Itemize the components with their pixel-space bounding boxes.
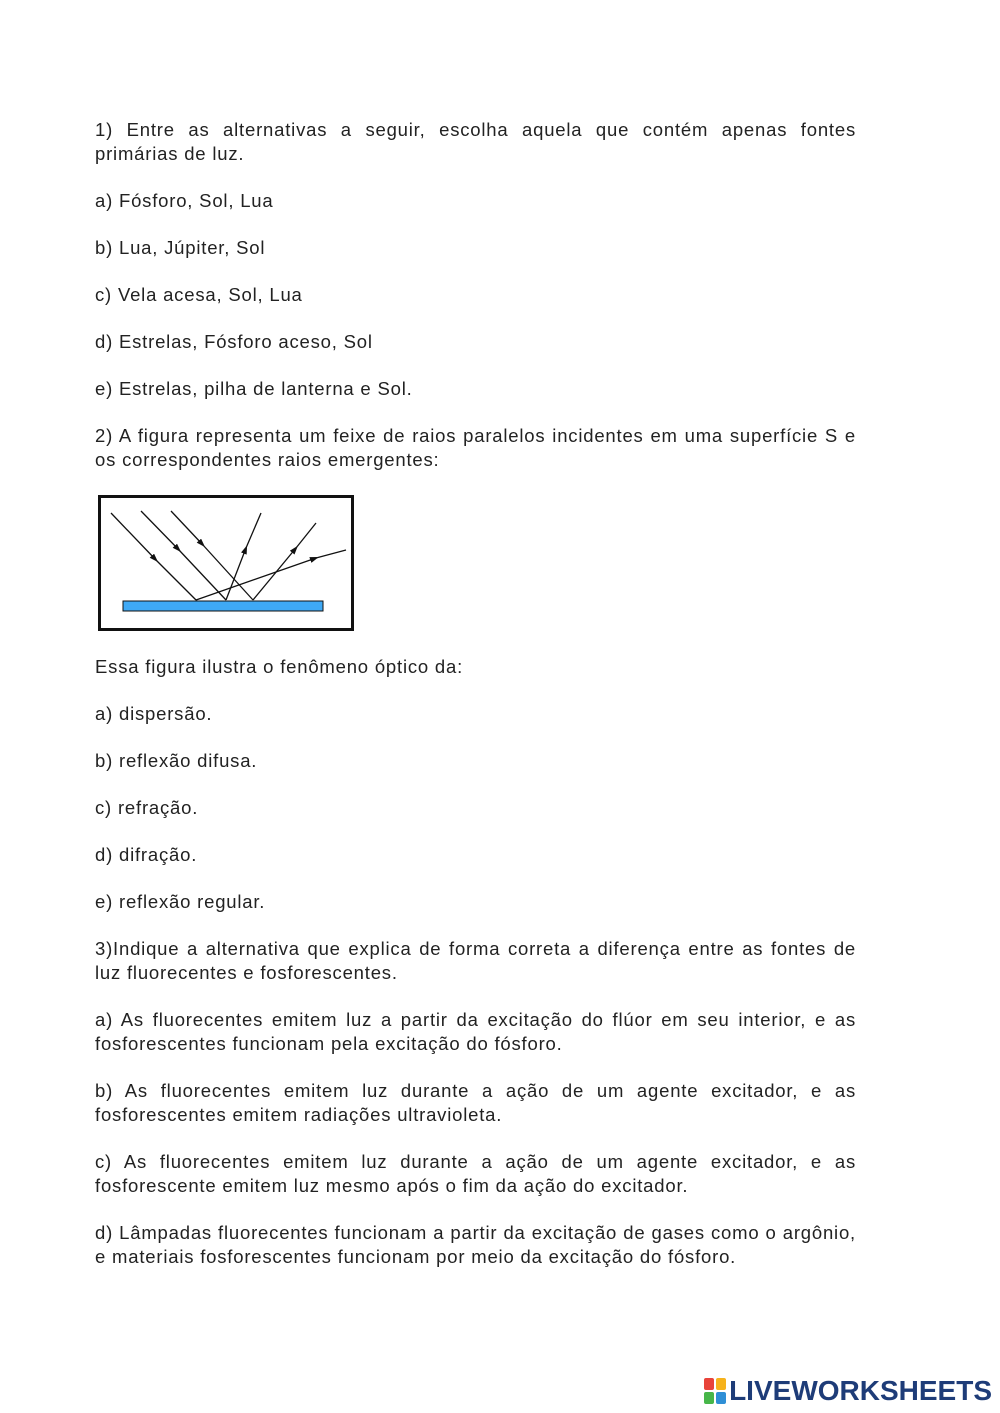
- figure-caption: Essa figura ilustra o fenômeno óptico da:: [95, 656, 464, 677]
- q2-option-c: c) refração.: [95, 797, 199, 818]
- reflection-figure: [98, 495, 354, 631]
- q2-option-e: e) reflexão regular.: [95, 891, 266, 912]
- surface-s: [123, 601, 323, 611]
- q1-option-d: d) Estrelas, Fósforo aceso, Sol: [95, 331, 373, 352]
- reflection-diagram: [101, 498, 351, 628]
- worksheet-content: [95, 118, 856, 1292]
- question-3-text: 3)Indique a alternativa que explica de forma correta a diferença entre as fontes de luz fluorecentes e fosforescentes.: [95, 938, 856, 983]
- logo-square-red: [704, 1378, 714, 1390]
- q3-option-a: a) As fluorecentes emitem luz a partir da excitação do flúor em seu interior, e as fosforescentes funcionam pela excitação do fósforo.: [95, 1009, 856, 1054]
- emergent-ray-3-tail: [316, 550, 346, 558]
- emergent-ray-3: [196, 558, 316, 600]
- logo-square-green: [704, 1392, 714, 1404]
- q1-option-a: a) Fósforo, Sol, Lua: [95, 190, 274, 211]
- q2-option-b: b) reflexão difusa.: [95, 750, 258, 771]
- logo-grid-icon: [704, 1378, 726, 1404]
- incident-ray-2: [141, 511, 179, 550]
- logo-square-blue: [716, 1392, 726, 1404]
- emergent-ray-2: [253, 548, 296, 600]
- question-2-text: 2) A figura representa um feixe de raios paralelos incidentes em uma superfície S e os correspondentes raios emergentes:: [95, 425, 856, 470]
- incident-ray-3-tail: [203, 545, 253, 600]
- q2-option-a: a) dispersão.: [95, 703, 213, 724]
- emergent-ray-1-tail: [246, 513, 261, 548]
- incident-ray-1-tail: [156, 560, 196, 600]
- logo-text: LIVEWORKSHEETS: [729, 1375, 992, 1406]
- emergent-ray-2-tail: [296, 523, 316, 548]
- liveworksheets-logo[interactable]: [704, 1375, 992, 1407]
- q1-option-c: c) Vela acesa, Sol, Lua: [95, 284, 303, 305]
- q3-option-d: d) Lâmpadas fluorecentes funcionam a partir da excitação de gases como o argônio, e materiais fosforescentes funcionam por meio da excitação do fósforo.: [95, 1222, 856, 1267]
- q3-option-c: c) As fluorecentes emitem luz durante a ação de um agente excitador, e as fosforescente emitem luz mesmo após o fim da ação do excitador.: [95, 1151, 856, 1196]
- q1-option-e: e) Estrelas, pilha de lanterna e Sol.: [95, 378, 413, 399]
- logo-square-yellow: [716, 1378, 726, 1390]
- q2-option-d: d) difração.: [95, 844, 198, 865]
- q3-option-b: b) As fluorecentes emitem luz durante a ação de um agente excitador, e as fosforescentes emitem radiações ultravioleta.: [95, 1080, 856, 1125]
- q1-option-b: b) Lua, Júpiter, Sol: [95, 237, 266, 258]
- incident-ray-3: [171, 511, 203, 545]
- question-1-text: 1) Entre as alternativas a seguir, escolha aquela que contém apenas fontes primárias de luz.: [95, 119, 856, 164]
